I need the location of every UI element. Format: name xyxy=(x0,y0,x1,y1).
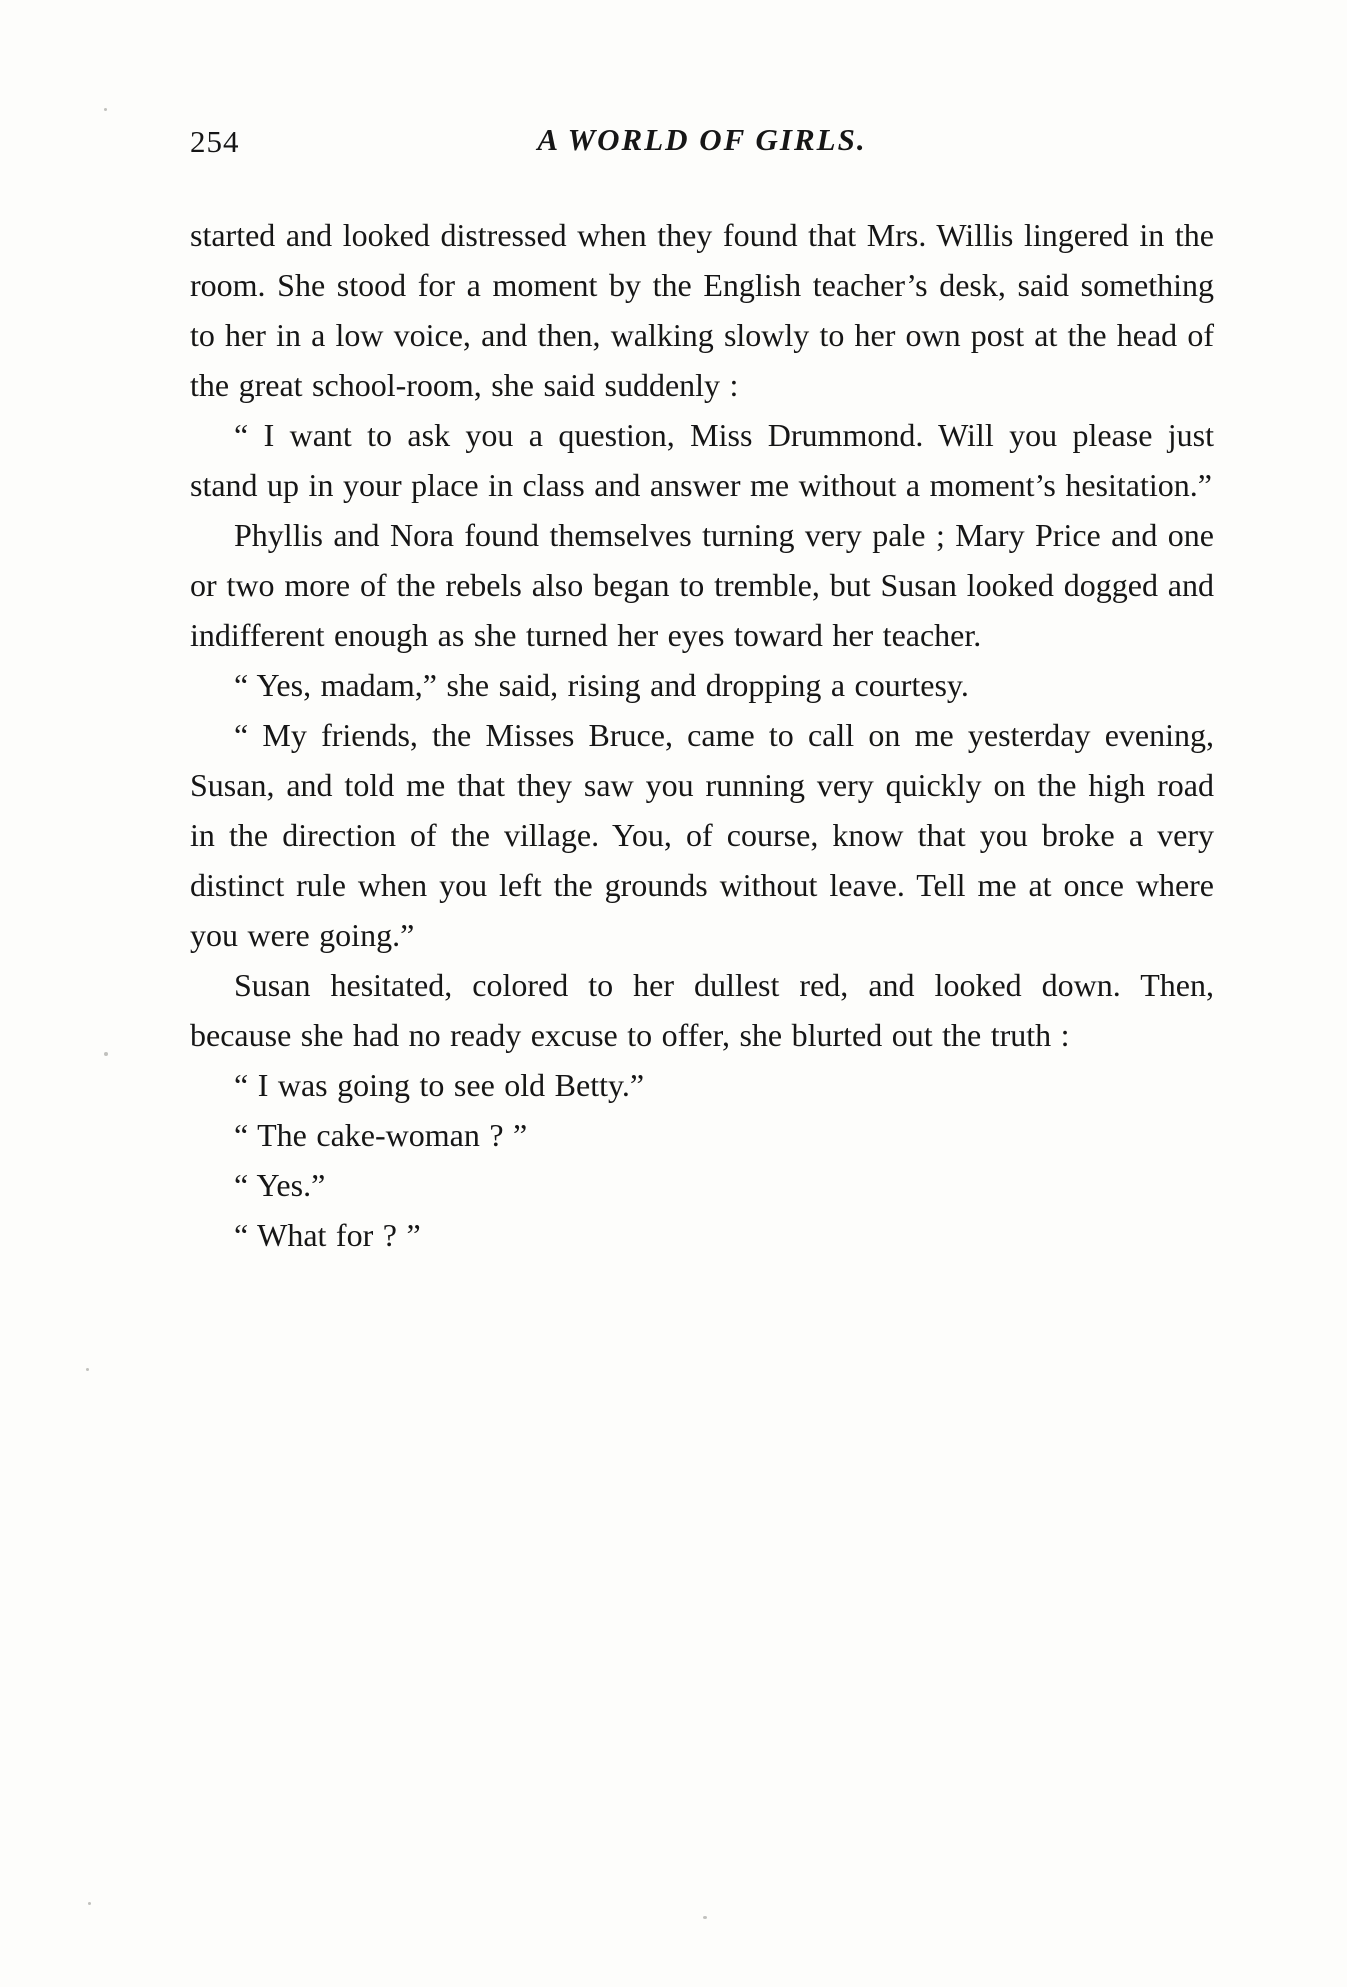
scan-artifact-dot xyxy=(86,1368,89,1371)
paragraph: “ Yes, madam,” she said, rising and dropping a courtesy. xyxy=(234,667,969,703)
scan-artifact-dot xyxy=(104,1052,108,1056)
page-number: 254 xyxy=(190,124,240,159)
paragraph: Susan hesitated, colored to her dullest red, and looked down. Then, because she had no ready excuse to offer, she blurted out the truth : xyxy=(190,967,1214,1053)
paragraph: “ I want to ask you a question, Miss Drummond. Will you please just stand up in your place in class and answer me without a moment’s hesitation.” xyxy=(190,417,1214,503)
paragraph: “ My friends, the Misses Bruce, came to call on me yesterday evening, Susan, and told me that they saw you running very quickly on the high road in the direction of the village. You, of course, know that you broke a very distinct rule when you left the grounds without leave. Tell me at once where you were going.” xyxy=(190,717,1214,953)
scan-artifact-dot xyxy=(104,108,107,111)
paragraph: started and looked distressed when they found that Mrs. Willis lingered in the room. She stood for a moment by the English teacher’s desk, said something to her in a low voice, and then, walking slowly to her own post at the head of the great school-room, she said suddenly : xyxy=(190,217,1214,403)
running-header-title: A WORLD OF GIRLS. xyxy=(537,122,867,157)
paragraph: Phyllis and Nora found themselves turning very pale ; Mary Price and one or two more of the rebels also began to tremble, but Susan looked dogged and indifferent enough as she turned her eyes toward her teacher. xyxy=(190,517,1214,653)
paragraph: “ The cake-woman ? ” xyxy=(234,1117,528,1153)
paragraph: “ I was going to see old Betty.” xyxy=(234,1067,645,1103)
paragraph: “ Yes.” xyxy=(234,1167,326,1203)
running-header xyxy=(190,122,1214,166)
paragraph: “ What for ? ” xyxy=(234,1217,421,1253)
text-block xyxy=(190,0,1214,1260)
body-text xyxy=(190,210,1214,1260)
scan-artifact-dot xyxy=(703,1916,707,1919)
scan-artifact-dot xyxy=(88,1902,91,1905)
